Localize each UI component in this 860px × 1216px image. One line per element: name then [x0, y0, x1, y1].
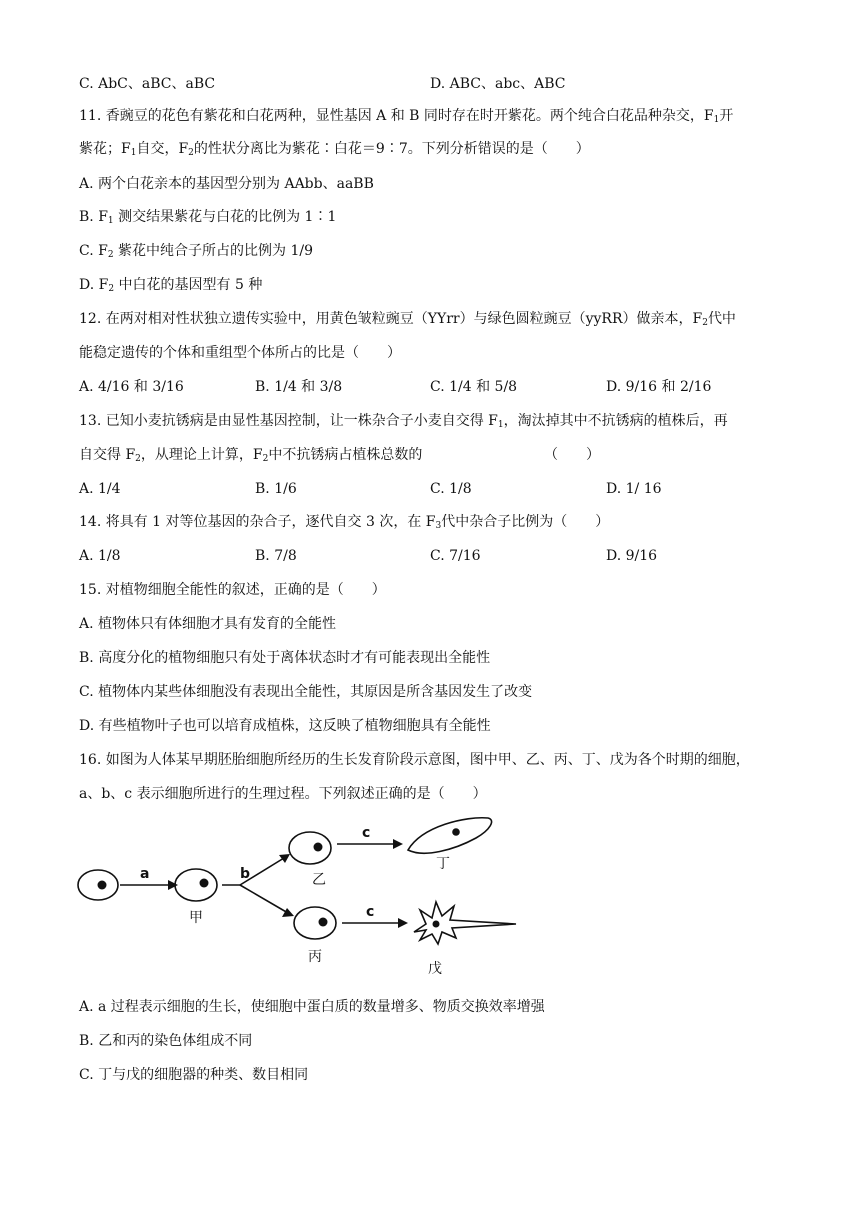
- cell-wu: [414, 902, 516, 944]
- cell-development-diagram: [70, 810, 530, 985]
- q12-option-c: C. 1/4 和 5/8: [430, 379, 518, 395]
- q15-option-b: B. 高度分化的植物细胞只有处于离体状态时才有可能表现出全能性: [79, 650, 491, 666]
- q11-option-c: C. $F_2$ 紫花中纯合子所占的比例为 1/9: [79, 243, 313, 260]
- label-yi: 乙: [312, 872, 326, 888]
- cell-ding: [408, 818, 492, 853]
- label-bing: 丙: [308, 949, 322, 965]
- q10-option-d: D. ABC、abc、ABC: [430, 76, 566, 92]
- q16-option-a: A. a 过程表示细胞的生长，使细胞中蛋白质的数量增多、物质交换效率增强: [79, 999, 545, 1015]
- q12-option-a: A. 4/16 和 3/16: [79, 379, 184, 395]
- q16-stem-line1: 16. 如图为人体某早期胚胎细胞所经历的生长发育阶段示意图，图中甲、乙、丙、丁、戊为各个时期的细胞，: [79, 752, 750, 768]
- q14-option-c: C. 7/16: [430, 548, 481, 564]
- q13-stem-line1: 13. 已知小麦抗锈病是由显性基因控制，让一株杂合子小麦自交得 $F_1$，淘汰掉其中不抗锈病的植株后，再: [79, 413, 728, 430]
- label-ding: 丁: [436, 856, 450, 872]
- q12-stem-line1: 12. 在两对相对性状独立遗传实验中，用黄色皱粒豌豆（YYrr）与绿色圆粒豌豆（yyRR）做亲本，$F_2$代中: [79, 311, 736, 328]
- q15-option-a: A. 植物体只有体细胞才具有发育的全能性: [79, 616, 337, 632]
- q10-option-c: C. AbC、aBC、aBC: [79, 76, 216, 92]
- q13-option-d: D. 1/ 16: [606, 481, 662, 497]
- label-c-lower: c: [366, 904, 375, 920]
- q16-option-b: B. 乙和丙的染色体组成不同: [79, 1033, 253, 1049]
- q15-stem: 15. 对植物细胞全能性的叙述，正确的是（ ）: [79, 582, 386, 598]
- q13-option-a: A. 1/4: [79, 481, 121, 497]
- label-jia: 甲: [189, 910, 203, 926]
- label-a: a: [140, 866, 150, 882]
- q12-stem-line2: 能稳定遗传的个体和重组型个体所占的比是（ ）: [79, 345, 401, 361]
- q16-option-c: C. 丁与戊的细胞器的种类、数目相同: [79, 1067, 309, 1083]
- q11-stem-line2: 紫花；$F_1$自交，$F_2$的性状分离比为紫花∶白花＝9∶7。下列分析错误的是（ ）: [79, 141, 590, 158]
- q11-option-b: B. $F_1$ 测交结果紫花与白花的比例为 1∶1: [79, 209, 337, 226]
- cell-bing: [294, 907, 336, 939]
- q11-option-d: D. $F_2$ 中白花的基因型有 5 种: [79, 277, 263, 294]
- label-b: b: [240, 866, 251, 882]
- q16-stem-line2: a、b、c 表示细胞所进行的生理过程。下列叙述正确的是（ ）: [79, 786, 487, 802]
- q13-option-b: B. 1/6: [255, 481, 297, 497]
- cell-jia: [175, 869, 217, 901]
- cell-yi: [289, 832, 331, 864]
- q14-option-d: D. 9/16: [606, 548, 658, 564]
- q14-option-a: A. 1/8: [79, 548, 121, 564]
- label-c-upper: c: [362, 825, 371, 841]
- q14-option-b: B. 7/8: [255, 548, 297, 564]
- q14-stem: 14. 将具有 1 对等位基因的杂合子，逐代自交 3 次，在 $F_3$代中杂合子比例为（ ）: [79, 514, 610, 531]
- q11-stem-line1: 11. 香豌豆的花色有紫花和白花两种，显性基因 A 和 B 同时存在时开紫花。两个纯合白花品种杂交，$F_1$开: [79, 108, 734, 125]
- q13-stem-line2: 自交得 $F_2$，从理论上计算，$F_2$中不抗锈病占植株总数的: [79, 447, 423, 464]
- q15-option-d: D. 有些植物叶子也可以培育成植株，这反映了植物细胞具有全能性: [79, 718, 491, 734]
- q11-option-a: A. 两个白花亲本的基因型分别为 AAbb、aaBB: [79, 176, 374, 192]
- q13-option-c: C. 1/8: [430, 481, 472, 497]
- q12-option-b: B. 1/4 和 3/8: [255, 379, 343, 395]
- q13-answer-bracket: （ ）: [544, 447, 600, 463]
- label-wu: 戊: [428, 961, 442, 977]
- q15-option-c: C. 植物体内某些体细胞没有表现出全能性，其原因是所含基因发生了改变: [79, 684, 533, 700]
- q12-option-d: D. 9/16 和 2/16: [606, 379, 712, 395]
